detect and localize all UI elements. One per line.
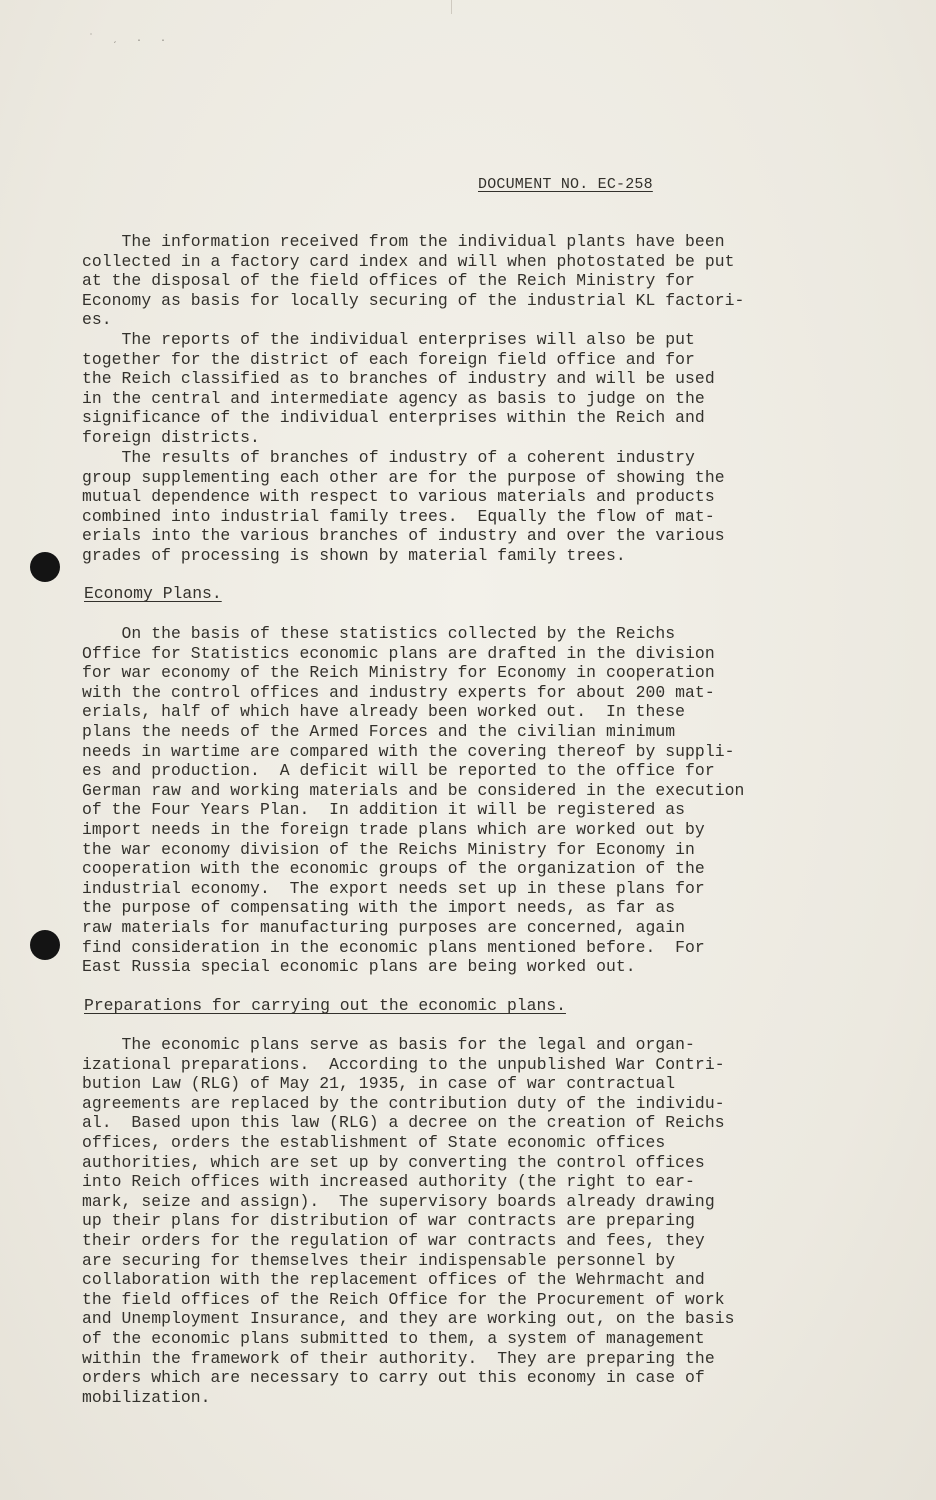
section-heading-preparations: Preparations for carrying out the economic plans. [84,996,566,1015]
paragraph-family-trees: The results of branches of industry of a coherent industry group supplementing each other are for the purpose of showing the mutual dependence with respect to various materials and products combined into industrial family trees. Equally the flow of mat- erials into the various branches of industry and over the various grades of processing is shown by material family trees. [82,448,725,565]
punch-hole-bottom [30,930,60,960]
section-text-economy-plans: On the basis of these statistics collected by the Reichs Office for Statistics economic plans are drafted in the division for war economy of the Reich Ministry for Economy in cooperation with the control offices and industry experts for about 200 mat- erials, half of which have already been worked out. In these plans the needs of the Armed Forces and the civilian minimum needs in wartime are compared with the covering thereof by suppli- es and production. A deficit will be reported to the office for German raw and working materials and be considered in the execution of the Four Years Plan. In addition it will be registered as import needs in the foreign trade plans which are worked out by the war economy division of the Reichs Ministry for Economy in cooperation with the economic groups of the organization of the industrial economy. The export needs set up in these plans for the purpose of compensating with the import needs, as far as raw materials for manufacturing purposes are concerned, again find consideration in the economic plans mentioned before. For East Russia special economic plans are being worked out. [82,624,745,977]
punch-hole-top [30,552,60,582]
paper-crease [451,0,452,14]
paragraph-reports: The reports of the individual enterprises will also be put together for the district of each foreign field office and for the Reich classified as to branches of industry and will be used in the central and intermediate agency as basis to judge on the significance of the individual enterprises within the Reich and foreign districts. [82,330,715,447]
document-number: DOCUMENT NO. EC-258 [478,176,653,193]
paragraph-card-index: The information received from the individual plants have been collected in a factory card index and will when photostated be put at the disposal of the field offices of the Reich Ministry for Economy as basis for locally securing of the industrial KL factori- es. [82,232,745,330]
section-heading-economy-plans: Economy Plans. [84,584,222,603]
paper-specks: ˙ ˏ . . [88,34,173,45]
section-text-preparations: The economic plans serve as basis for the legal and organ- izational preparations. According to the unpublished War Contri- bution Law (RLG) of May 21, 1935, in case of war contractual agreements are replaced by the contribution duty of the individu- al. Based upon this law (RLG) a decree on the creation of Reichs offices, orders the establishment of State economic offices authorities, which are set up by converting the control offices into Reich offices with increased authority (the right to ear- mark, seize and assign). The supervisory boards already drawing up their plans for distribution of war contracts are preparing their orders for the regulation of war contracts and fees, they are securing for themselves their indispensable personnel by collaboration with the replacement offices of the Wehrmacht and the field offices of the Reich Office for the Procurement of work and Unemployment Insurance, and they are working out, on the basis of the economic plans submitted to them, a system of management within the framework of their authority. They are preparing the orders which are necessary to carry out this economy in case of mobilization. [82,1035,735,1407]
